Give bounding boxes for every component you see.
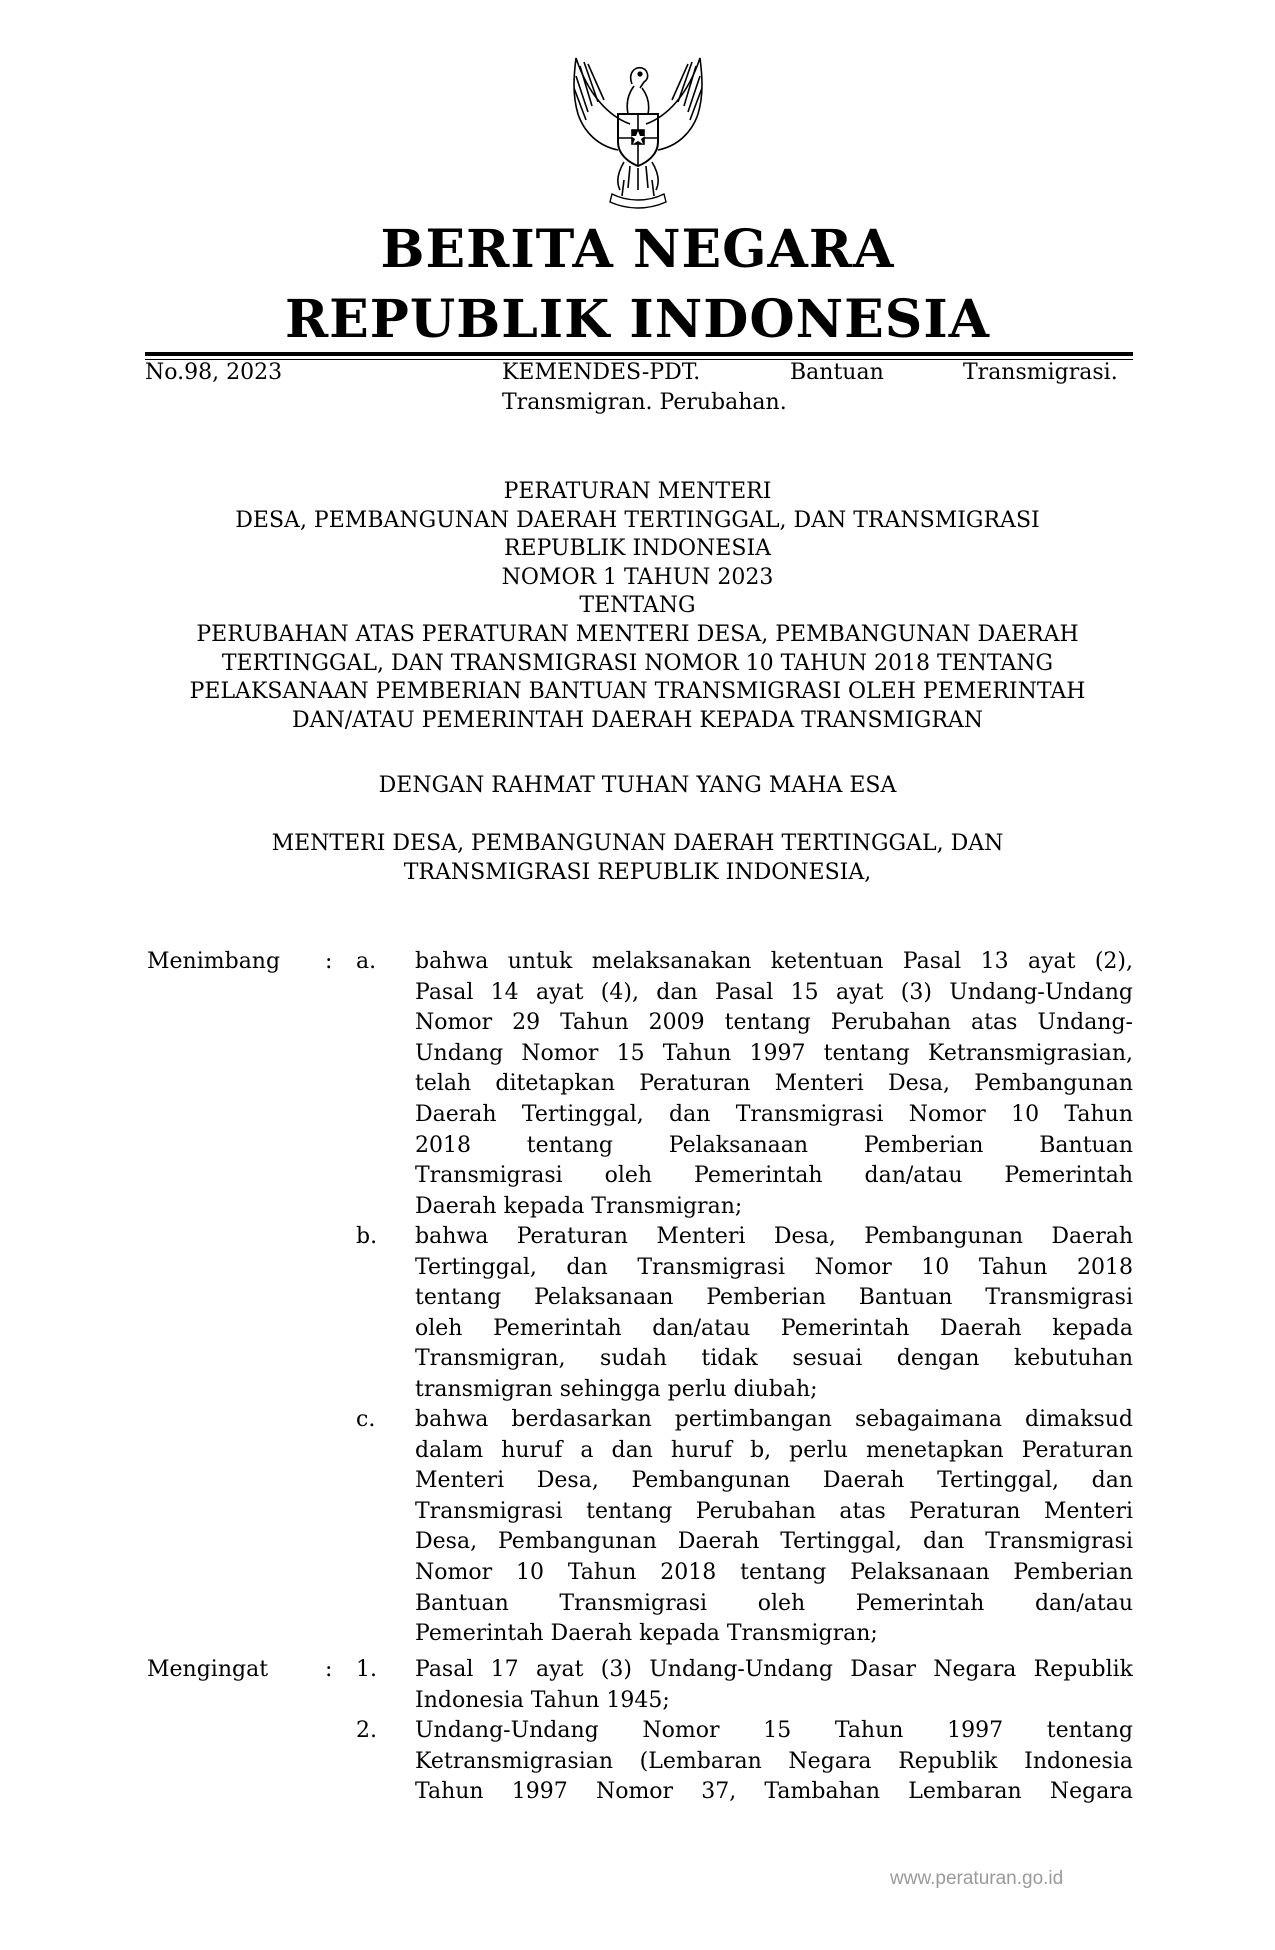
- garuda-emblem: [548, 54, 728, 214]
- minister-line: MENTERI DESA, PEMBANGUNAN DAERAH TERTINGGAL, DAN: [271, 831, 1004, 856]
- mengingat-item-1: [415, 1655, 1133, 1716]
- menimbang-c-line: Nomor 10 Tahun 2018 tentang Pelaksanaan Pemberian: [415, 1559, 1133, 1585]
- menimbang-marker-c: c.: [356, 1407, 376, 1432]
- title-line: NOMOR 1 TAHUN 2023: [501, 564, 774, 590]
- mengingat-2-line: Undang-Undang Nomor 15 Tahun 1997 tentang: [415, 1718, 1133, 1743]
- menimbang-a-line: Transmigrasi oleh Pemerintah dan/atau Pemerintah: [415, 1163, 1133, 1189]
- menimbang-b-line: tentang Pelaksanaan Pemberian Bantuan Transmigrasi: [415, 1285, 1133, 1311]
- menimbang-a-line: telah ditetapkan Peraturan Menteri Desa, Pembangunan: [415, 1071, 1133, 1097]
- minister-line: TRANSMIGRASI REPUBLIK INDONESIA,: [403, 859, 872, 885]
- menimbang-marker-b: b.: [356, 1224, 378, 1249]
- mengingat-marker-2: 2.: [356, 1718, 377, 1743]
- title-line: TERTINGGAL, DAN TRANSMIGRASI NOMOR 10 TAHUN 2018 TENTANG: [221, 650, 1054, 676]
- menimbang-b-line: Tertinggal, dan Transmigrasi Nomor 10 Tahun 2018: [415, 1254, 1133, 1280]
- source-watermark: www.peraturan.go.id: [890, 1868, 1064, 1889]
- gazette-subject-line2: Transmigran. Perubahan.: [502, 390, 787, 415]
- title-line: DESA, PEMBANGUNAN DAERAH TERTINGGAL, DAN TRANSMIGRASI: [235, 507, 1040, 533]
- mengingat-1-line: Indonesia Tahun 1945;: [415, 1687, 670, 1713]
- menimbang-item-a: [415, 947, 1133, 1222]
- menimbang-c-line: bahwa berdasarkan pertimbangan sebagaimana dimaksud: [415, 1407, 1133, 1432]
- menimbang-a-line: Daerah Tertinggal, dan Transmigrasi Nomor 10 Tahun: [415, 1101, 1133, 1127]
- menimbang-a-line: Undang Nomor 15 Tahun 1997 tentang Ketransmigrasian,: [415, 1040, 1133, 1066]
- menimbang-c-line: dalam huruf a dan huruf b, perlu menetapkan Peraturan: [415, 1437, 1133, 1463]
- mengingat-marker-1: 1.: [356, 1657, 377, 1682]
- masthead-title-line1: BERITA NEGARA: [380, 219, 895, 280]
- mengingat-item-2: [415, 1716, 1133, 1808]
- mengingat-1-line: Pasal 17 ayat (3) Undang-Undang Dasar Negara Republik: [415, 1657, 1133, 1682]
- title-line: DAN/ATAU PEMERINTAH DAERAH KEPADA TRANSMIGRAN: [291, 707, 984, 733]
- masthead-title-line2: REPUBLIK INDONESIA: [284, 289, 991, 350]
- menimbang-c-line: Desa, Pembangunan Daerah Tertinggal, dan Transmigrasi: [415, 1529, 1133, 1555]
- menimbang-item-c: [415, 1405, 1133, 1650]
- menimbang-label: Menimbang: [147, 949, 281, 974]
- mengingat-label: Mengingat: [147, 1657, 269, 1682]
- gazette-subject-bantuan: Bantuan: [790, 360, 884, 385]
- menimbang-c-line: Transmigrasi tentang Perubahan atas Peraturan Menteri: [415, 1498, 1133, 1524]
- minister-block: [100, 830, 1175, 887]
- menimbang-colon: :: [325, 949, 333, 974]
- menimbang-b-line: Transmigran, sudah tidak sesuai dengan kebutuhan: [415, 1346, 1133, 1372]
- title-line: PELAKSANAAN PEMBERIAN BANTUAN TRANSMIGRASI OLEH PEMERINTAH: [189, 679, 1086, 705]
- title-line: REPUBLIK INDONESIA: [503, 536, 772, 562]
- menimbang-b-line: transmigran sehingga perlu diubah;: [415, 1376, 818, 1402]
- gazette-subject-code: KEMENDES-PDT.: [502, 360, 701, 385]
- title-line: PERATURAN MENTERI: [503, 479, 772, 504]
- menimbang-a-line: bahwa untuk melaksanakan ketentuan Pasal 13 ayat (2),: [415, 949, 1133, 974]
- regulation-title-block: [100, 478, 1175, 735]
- menimbang-c-line: Bantuan Transmigrasi oleh Pemerintah dan/atau: [415, 1590, 1133, 1616]
- gazette-subject-transmigrasi: Transmigrasi.: [963, 360, 1118, 385]
- menimbang-a-line: Pasal 14 ayat (4), dan Pasal 15 ayat (3) Undang-Undang: [415, 979, 1133, 1005]
- menimbang-b-line: bahwa Peraturan Menteri Desa, Pembangunan Daerah: [415, 1224, 1133, 1249]
- menimbang-marker-a: a.: [356, 949, 377, 974]
- gazette-number: No.98, 2023: [145, 360, 283, 385]
- header-rule-thick: [145, 352, 1133, 356]
- menimbang-a-line: Daerah kepada Transmigran;: [415, 1193, 743, 1219]
- mengingat-colon: :: [325, 1657, 333, 1682]
- menimbang-a-line: Nomor 29 Tahun 2009 tentang Perubahan atas Undang-: [415, 1010, 1133, 1036]
- blessing: [100, 772, 1175, 801]
- blessing-text: DENGAN RAHMAT TUHAN YANG MAHA ESA: [378, 773, 897, 798]
- mengingat-2-line: Ketransmigrasian (Lembaran Negara Republik Indonesia: [415, 1748, 1133, 1774]
- menimbang-b-line: oleh Pemerintah dan/atau Pemerintah Daerah kepada: [415, 1315, 1133, 1341]
- menimbang-a-line: 2018 tentang Pelaksanaan Pemberian Bantuan: [415, 1132, 1133, 1158]
- title-line: TENTANG: [579, 593, 696, 619]
- menimbang-c-line: Pemerintah Daerah kepada Transmigran;: [415, 1621, 878, 1647]
- menimbang-c-line: Menteri Desa, Pembangunan Daerah Tertinggal, dan: [415, 1468, 1133, 1494]
- mengingat-2-line: Tahun 1997 Nomor 37, Tambahan Lembaran Negara: [415, 1779, 1133, 1805]
- title-line: PERUBAHAN ATAS PERATURAN MENTERI DESA, PEMBANGUNAN DAERAH: [196, 621, 1079, 647]
- menimbang-item-b: [415, 1222, 1133, 1406]
